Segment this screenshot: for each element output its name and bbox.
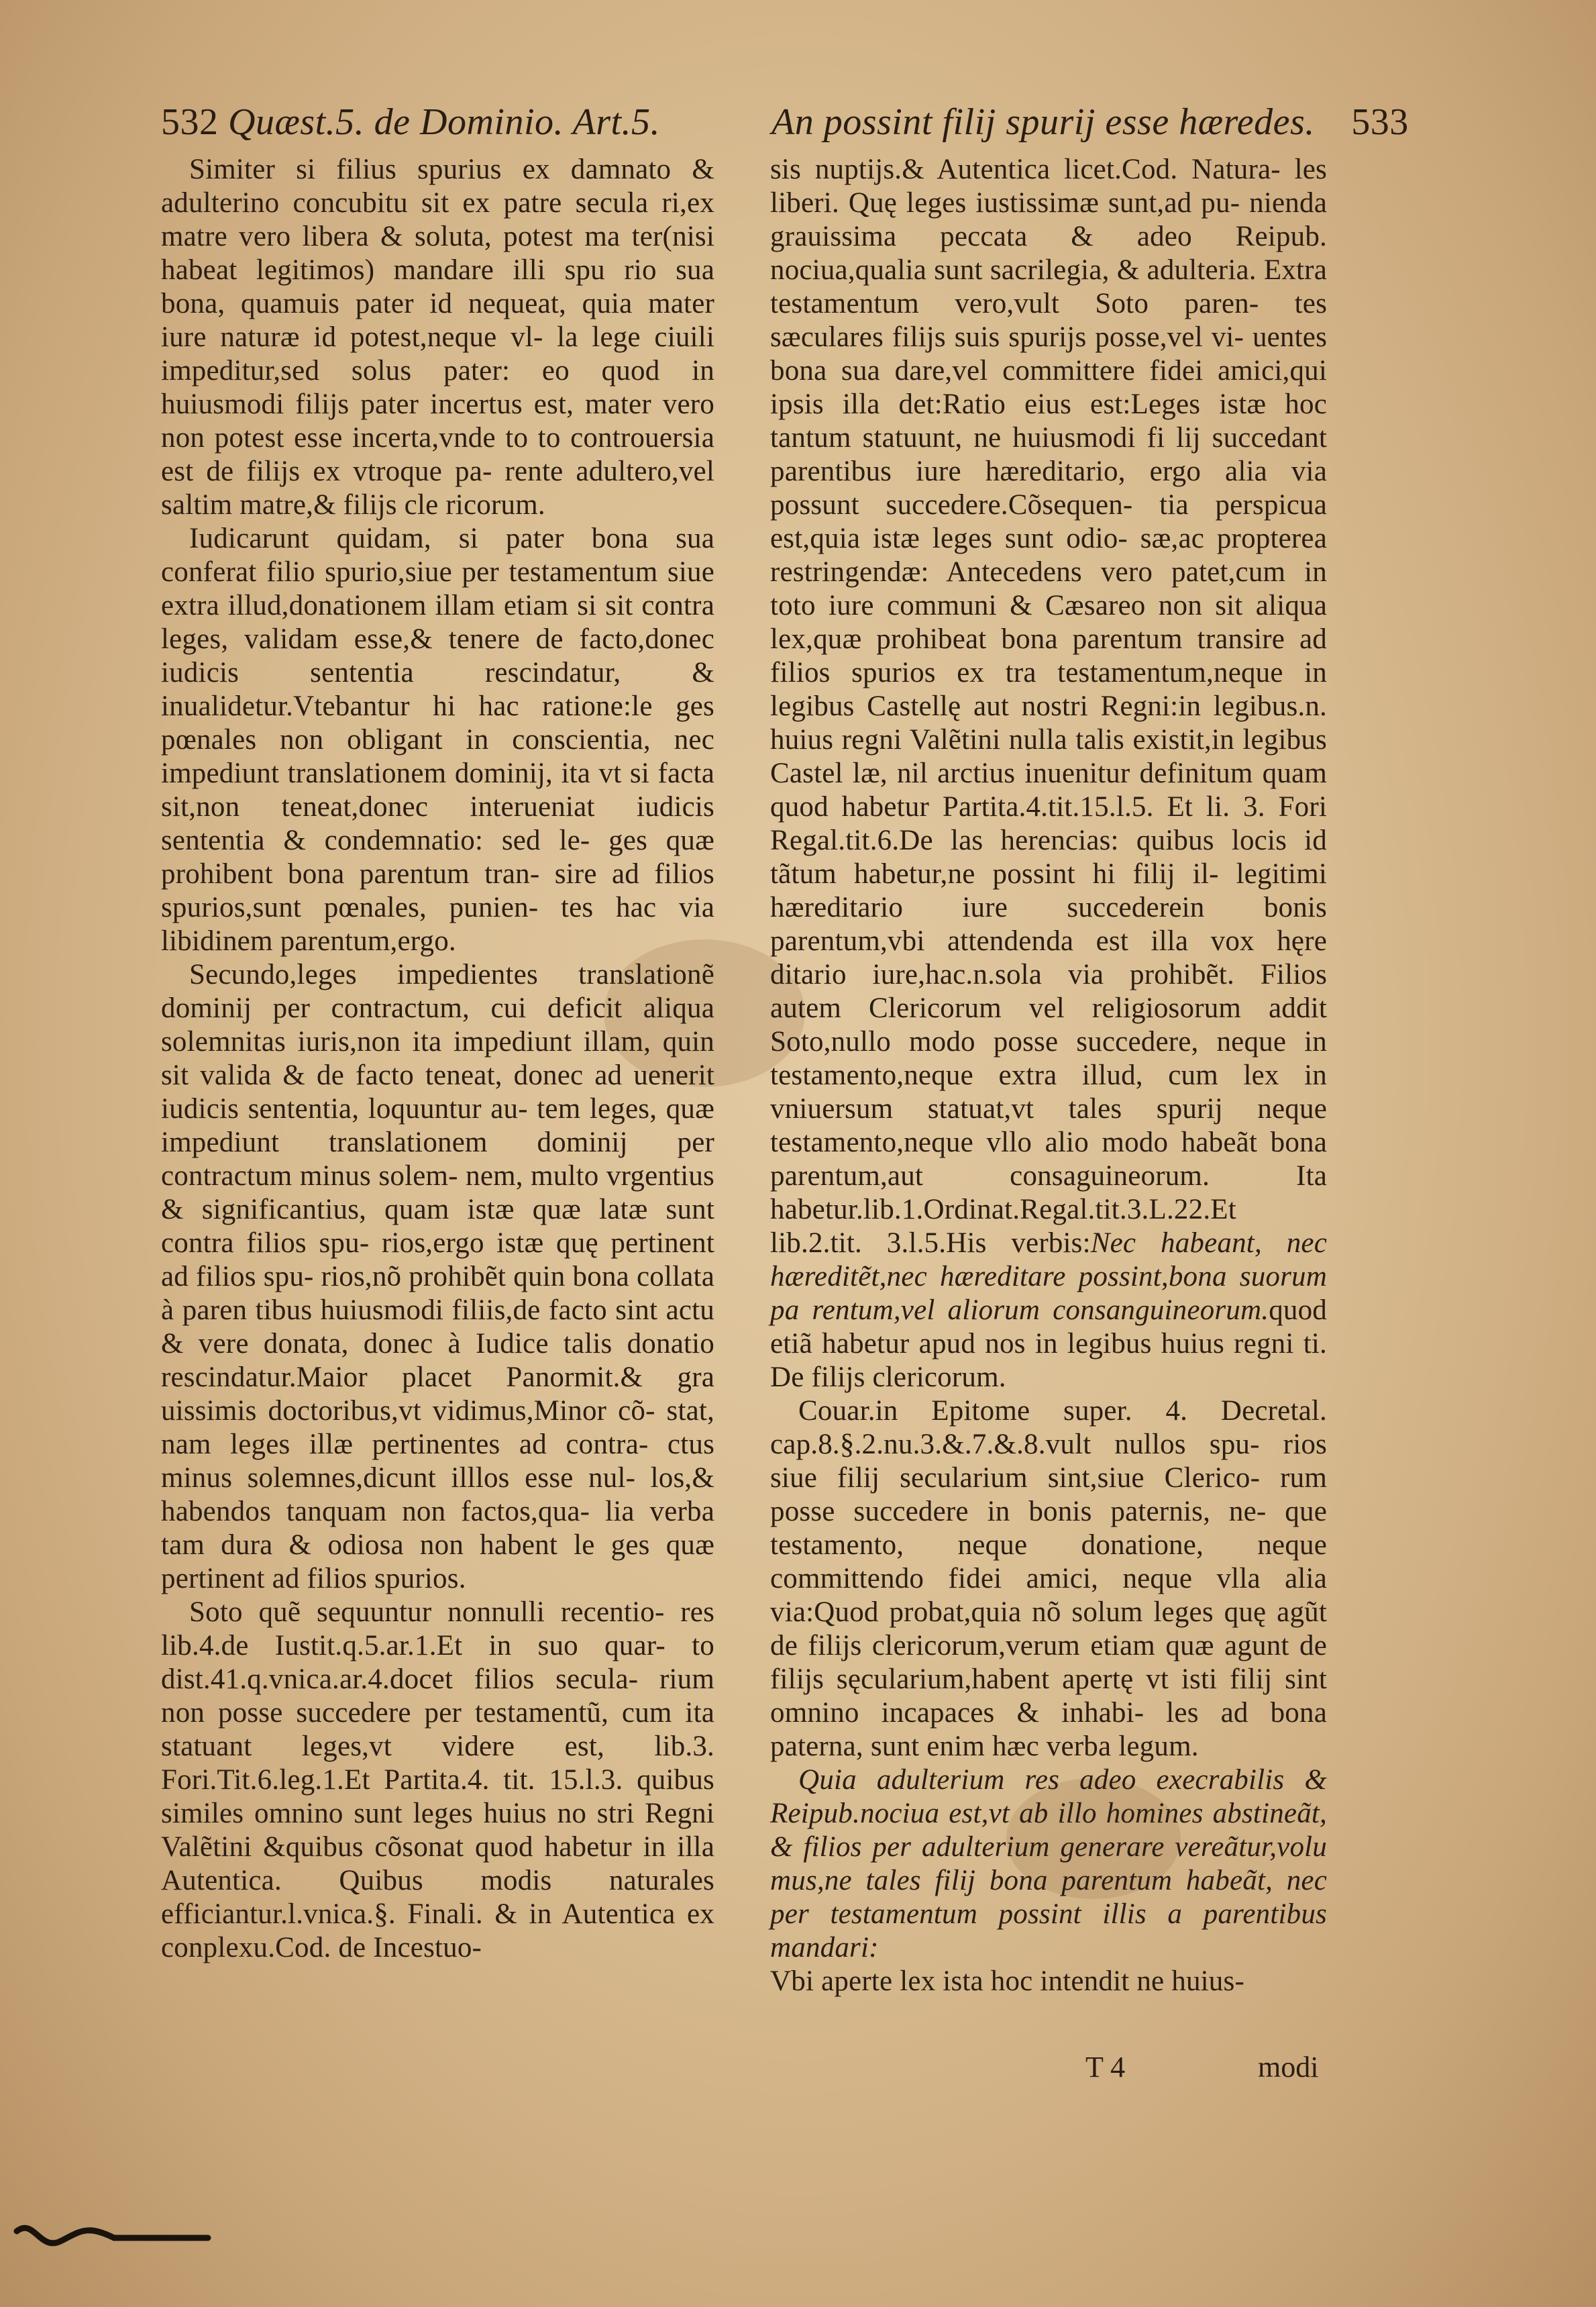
paragraph-text: quod etiã habetur apud nos in legibus huius regni ti. De filijs clericorum.: [770, 1294, 1327, 1393]
left-text-column: [161, 153, 714, 1965]
running-header-right: [772, 101, 1409, 144]
paragraph: Vbi aperte lex ista hoc intendit ne huius-: [770, 1965, 1244, 1997]
page-number-left: 532: [161, 101, 219, 143]
running-title-left: Quæst.5. de Dominio. Art.5.: [228, 101, 661, 143]
page-number-right: 533: [1351, 101, 1409, 143]
law-quotation: Quia adulterium res adeo execrabilis & Reipub.nociua est,vt ab illo homines abstineãt, & filios per adulterium generare vereãtur,volu mus,ne tales filij bona parentum habeãt, nec per testamentum possint illis a parentibus mandari:: [770, 1764, 1327, 1963]
paragraph: Simiter si filius spurius ex damnato & adulterino concubitu sit ex patre secula ri,ex matre vero libera & soluta, potest ma ter(nisi habeat legitimos) mandare illi spu rio sua bona, quamuis pater id nequeat, quia mater iure naturæ id potest,neque vl- la lege ciuili impeditur,sed solus pater: eo quod in huiusmodi filijs pater incertus est, mater vero non potest esse incerta,vnde to to controuersia est de filijs ex vtroque pa- rente adultero,vel saltim matre,& filijs cle ricorum.: [161, 154, 714, 521]
paragraph: Secundo,leges impedientes translationẽ dominij per contractum, cui deficit aliqua solemnitas iuris,non ita impediunt illam, quin sit valida & de facto teneat, donec ad uenerit iudicis sententia, loquuntur au- tem leges, quæ impediunt translationem dominij per contractum minus solem- nem, multo vrgentius & significantius, quam istæ quæ latæ sunt contra filios spu- rios,ergo istæ quę pertinent ad filios spu- rios,nõ prohibẽt quin bona collata à paren tibus huiusmodi filiis,de facto sint actu & vere donata, donec à Iudice talis donatio rescindatur.Maior placet Panormit.& gra uissimis doctoribus,vt vidimus,Minor cõ- stat, nam leges illæ pertinentes ad contra- ctus minus solemnes,dicunt illlos esse nul- los,& habendos tanquam non factos,qua- lia verba tam dura & odiosa non habent le ges quæ pertinent ad filios spurios.: [161, 959, 714, 1594]
law-quotation-inline: Nec habeant, nec hæreditẽt,nec hæreditare possint,bona suorum pa rentum,vel aliorum consanguineorum.: [770, 1227, 1327, 1326]
paragraph-continued: [770, 153, 1327, 1394]
signature-mark: T 4: [1085, 2051, 1126, 2084]
paragraph: Iudicarunt quidam, si pater bona sua conferat filio spurio,siue per testamentum siue extra illud,donationem illam etiam si sit contra leges, validam esse,& tenere de facto,donec iudicis sententia rescindatur, & inualidetur.Vtebantur hi hac ratione:le ges pœnales non obligant in conscientia, nec impediunt translationem dominij, ita vt si facta sit,non teneat,donec interueniat iudicis sententia & condemnatio: sed le- ges quæ prohibent bona parentum tran- sire ad filios spurios,sunt pœnales, punien- tes hac via libidinem parentum,ergo.: [161, 523, 714, 957]
running-header-left: [161, 101, 660, 144]
paragraph: Soto quẽ sequuntur nonnulli recentio- res lib.4.de Iustit.q.5.ar.1.Et in suo quar- to dist.41.q.vnica.ar.4.docet filios secula- rium non posse succedere per testamentũ, cum ita statuant leges,vt videre est, lib.3. Fori.Tit.6.leg.1.Et Partita.4. tit. 15.l.3. quibus similes omnino sunt leges huius no stri Regni Valẽtini &quibus cõsonat quod habetur in illa Autentica. Quibus modis naturales efficiantur.l.vnica.§. Finali. & in Autentica ex conplexu.Cod. de Incestuo-: [161, 1596, 714, 1963]
running-title-right: An possint filij spurij esse hæredes.: [772, 101, 1315, 143]
paragraph-text: sis nuptijs.& Autentica licet.Cod. Natura- les liberi. Quę leges iustissimæ sunt,ad pu- nienda grauissima peccata & adeo Reipub. nociua,qualia sunt sacrilegia, & adulteria. Extra testamentum vero,vult Soto paren- tes sæculares filijs suis spurijs posse,vel vi- uentes bona sua dare,vel committere fidei amici,qui ipsis illa det:Ratio eius est:Leges istæ hoc tantum statuunt, ne huiusmodi fi lij succedant parentibus iure hæreditario, ergo alia via possunt succedere.Cõsequen- tia perspicua est,quia istæ leges sunt odio- sæ,ac propterea restringendæ: Antecedens vero patet,cum in toto iure communi & Cæsareo non sit aliqua lex,quæ prohibeat bona parentum transire ad filios spurios ex tra testamentum,neque in legibus Castellę aut nostri Regni:in legibus.n. huius regni Valẽtini nulla talis existit,in legibus Castel læ, nil arctius inuenitur definitum quam quod habetur Partita.4.tit.15.l.5. Et li. 3. Fori Regal.tit.6.De las herencias: quibus locis id tãtum habetur,ne possint hi filij il- legitimi hæreditario iure succederein bonis parentum,vbi attendenda est illa vox hęre ditario iure,hac.n.sola via prohibẽt. Filios autem Clericorum vel religiosorum addit Soto,nullo modo posse succedere, neque in testamento,neque extra illud, cum lex in vniuersum statuat,vt tales spurij neque testamento,neque vllo alio modo habeãt bona parentum,aut consaguineorum. Ita habetur.lib.1.Ordinat.Regal.tit.3.L.22.Et lib.2.tit. 3.l.5.His verbis:: [770, 154, 1327, 1259]
paragraph: Couar.in Epitome super. 4. Decretal. cap.8.§.2.nu.3.&.7.&.8.vult nullos spu- rios siue filij secularium sint,siue Clerico- rum posse succedere in bonis paternis, ne- que testamento, neque donatione, neque committendo fidei amici, neque vlla alia via:Quod probat,quia nõ solum leges quę agũt de filijs clericorum,verum etiam quæ agunt de filijs sęcularium,habent apertę vt isti filij sint omnino incapaces & inhabi- les ad bona paterna, sunt enim hæc verba legum.: [770, 1395, 1327, 1762]
catchword: modi: [1258, 2051, 1319, 2084]
right-text-column: [770, 153, 1327, 1998]
ink-mark: [13, 2204, 215, 2258]
